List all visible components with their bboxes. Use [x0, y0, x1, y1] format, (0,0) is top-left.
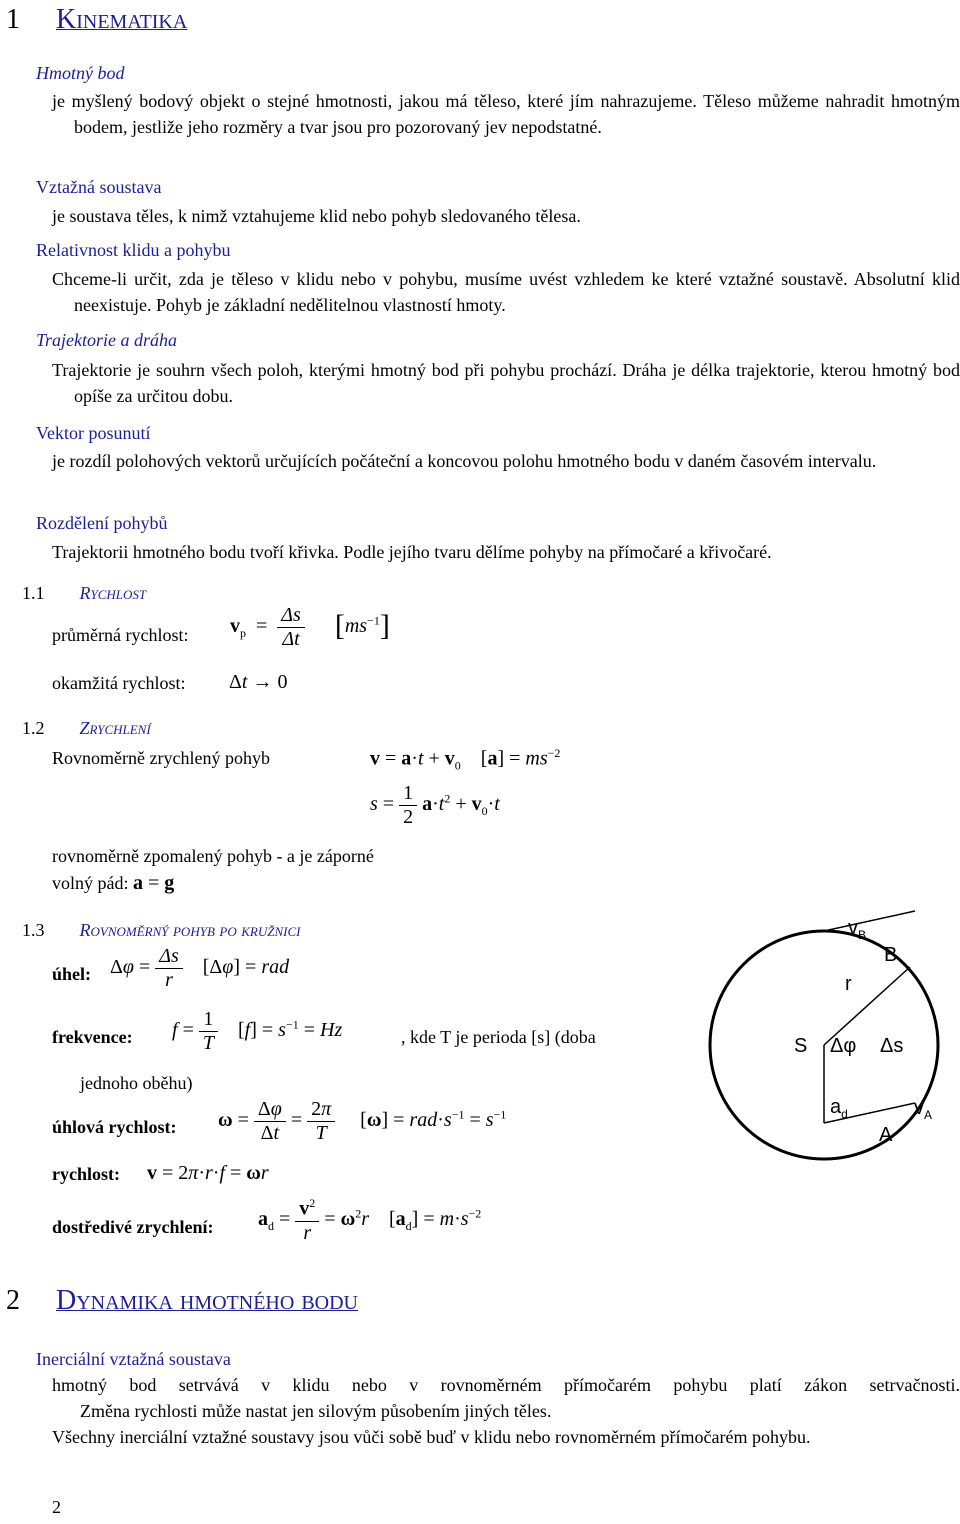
- term-rozdeleni-pohybu: Rozdělení pohybů: [36, 513, 168, 533]
- diagram-ds-label: Δs: [880, 1035, 904, 1057]
- chapter-title: Dynamika hmotného bodu: [56, 1285, 358, 1316]
- uniform-accel-label: Rovnoměrně zrychlený pohyb: [52, 748, 270, 768]
- def-vektor-posunuti: je rozdíl polohových vektorů určujících počáteční a koncovou polohu hmotného bodu v daném časovém intervalu.: [52, 451, 877, 471]
- diagram-vB-label: $v_B$: [848, 917, 867, 942]
- inst-speed-formula: Δt → 0: [229, 671, 288, 693]
- def-trajektorie: Trajektorie je souhrn všech poloh, kterými hmotný bod při pohybu prochází. Dráha je délka trajektorie, kterou hmotný bod opíše za určitou dobu.: [52, 360, 960, 406]
- chapter-1-heading: [6, 4, 187, 36]
- diagram-S-label: S: [794, 1035, 808, 1057]
- def-vztazna-soustava: je soustava těles, k nimž vztahujeme klid nebo pohyb sledovaného tělesa.: [52, 206, 581, 226]
- freq-note-2: jednoho oběhu): [80, 1073, 193, 1093]
- angle-formula: Δφ = $\frac{\Delta s}{r}$ [Δφ] = rad: [110, 945, 290, 991]
- velocity-formula: $v = a\cdot t + v_0$ $[a] = ms^{-2}$: [370, 746, 561, 773]
- angle-label: úhel:: [52, 964, 92, 984]
- omega-formula: ω = $\frac{\Delta\varphi}{\Delta t}$ = $\frac{2\pi}{T}$ $[\omega] = rad\cdot s^{-1} = s^{-1}$: [218, 1098, 507, 1144]
- inertial-line-2: Změna rychlosti může nastat jen silovým působením jiných těles.: [80, 1401, 552, 1421]
- avg-speed-formula: $v_p$ = $\frac{\Delta s}{\Delta t}$ $[ms^{-1}]$: [230, 604, 390, 650]
- speed-label: rychlost:: [52, 1164, 120, 1184]
- term-inercialni: Inerciální vztažná soustava: [36, 1349, 231, 1369]
- avg-speed-label: průměrná rychlost:: [52, 625, 189, 645]
- speed-formula: v = 2π·r·f = ωr: [147, 1162, 269, 1184]
- def-rozdeleni-pohybu: Trajektorii hmotného bodu tvoří křivka. Podle jejího tvaru dělíme pohyby na přímočaré a křivočaré.: [52, 542, 772, 562]
- centripetal-formula: $a_d$ = $\frac{v^2}{r}$ = $\omega^2r$ $[a_d] = m\cdot s^{-2}$: [258, 1196, 482, 1244]
- term-vektor-posunuti: Vektor posunutí: [36, 423, 151, 443]
- freefall-label: volný pád: a = g: [52, 872, 175, 894]
- def-hmotny-bod: je myšlený bodový objekt o stejné hmotnosti, jakou má těleso, které jím nahrazujeme. Těleso můžeme nahradit hmotným bodem, jestliže jeho rozměry a tvar jsou pro pozorovaný jev nepodstatné.: [52, 91, 960, 137]
- chapter-2-heading: [6, 1285, 358, 1317]
- tangent-vb-arrow: [824, 911, 915, 931]
- diagram-B-label: B: [884, 944, 898, 966]
- inst-speed-label: okamžitá rychlost:: [52, 673, 186, 693]
- def-relativnost: Chceme-li určit, zda je těleso v klidu nebo v pohybu, musíme uvést vzhledem ke které vztažné soustavě. Absolutní klid neexistuje. Pohyb je základní nedělitelnou vlastností hmoty.: [52, 269, 960, 315]
- freq-formula: f = $\frac{1}{T}$ $[f] = s^{-1} = Hz$: [172, 1008, 343, 1054]
- chapter-title: Kinematika: [56, 4, 188, 35]
- circular-motion-diagram: [700, 905, 958, 1165]
- diagram-ad-label: $a_d$: [830, 1096, 848, 1121]
- section-1-1-heading: 1.1 Rychlost: [22, 583, 147, 603]
- diagram-r-label: r: [845, 973, 852, 995]
- section-title: Zrychlení: [79, 718, 151, 738]
- freq-label: frekvence:: [52, 1027, 133, 1047]
- term-trajektorie: Trajektorie a dráha: [36, 330, 178, 350]
- section-title: Rychlost: [79, 583, 147, 603]
- distance-formula: s = $\frac{1}{2}$ $a\cdot t^2 + v_0\cdot t$: [370, 782, 500, 828]
- term-relativnost: Relativnost klidu a pohybu: [36, 240, 231, 260]
- chapter-number: 2: [6, 1285, 20, 1316]
- inertial-line-3: Všechny inerciální vztažné soustavy jsou vůči sobě buď v klidu nebo rovnoměrném přímočarém pohybu.: [52, 1427, 811, 1447]
- diagram-A-label: A: [879, 1124, 893, 1146]
- inertial-line-1: hmotný bod setrvává v klidu nebo v rovnoměrném přímočarém pohybu platí zákon setrvačnosti.: [52, 1375, 960, 1395]
- page-number: 2: [52, 1497, 61, 1517]
- chapter-number: 1: [6, 4, 20, 35]
- section-1-3-heading: 1.3 Rovnoměrný pohyb po kružnici: [22, 920, 301, 940]
- omega-label: úhlová rychlost:: [52, 1117, 177, 1137]
- decel-text: rovnoměrně zpomalený pohyb - a je záporné: [52, 846, 374, 866]
- section-1-2-heading: 1.2 Zrychlení: [22, 718, 151, 738]
- section-title: Rovnoměrný pohyb po kružnici: [79, 920, 301, 940]
- freq-note: , kde T je perioda [s] (doba: [401, 1027, 596, 1047]
- diagram-vA-label: $v_A$: [914, 1097, 933, 1122]
- centripetal-label: dostředivé zrychlení:: [52, 1217, 214, 1237]
- radius-line: [824, 967, 910, 1045]
- term-hmotny-bod: Hmotný bod: [36, 63, 125, 83]
- term-vztazna-soustava: Vztažná soustava: [36, 177, 162, 197]
- diagram-dphi-label: Δφ: [830, 1035, 857, 1057]
